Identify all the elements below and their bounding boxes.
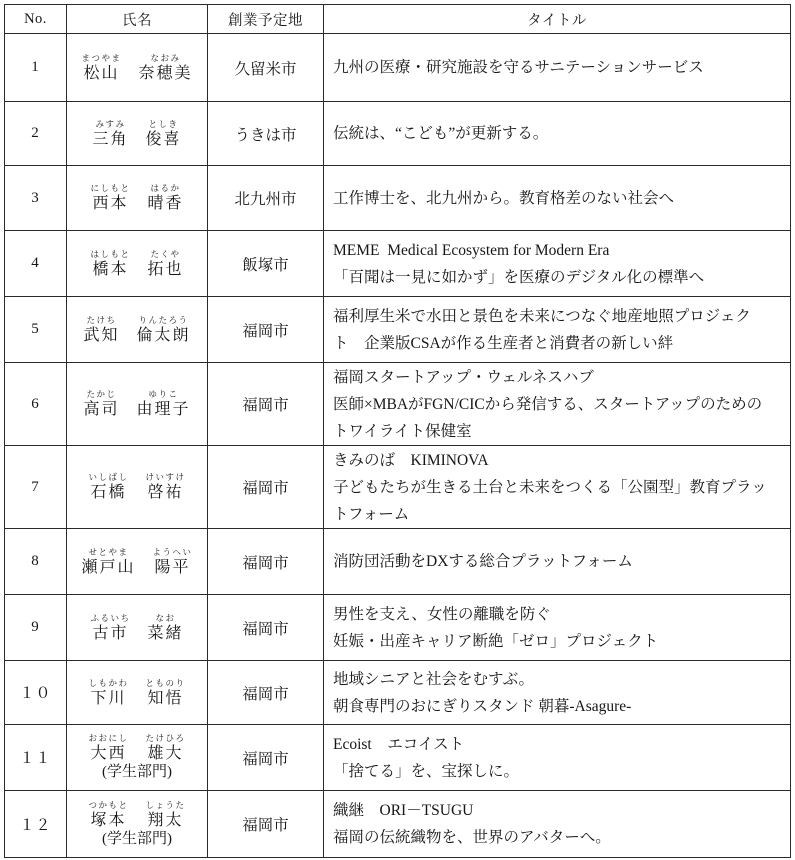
cell-title [324, 102, 791, 166]
title-line: 九州の医療・研究施設を守るサニテーションサービス [333, 59, 704, 76]
cell-no: 3 [5, 166, 67, 231]
cell-name [67, 363, 208, 446]
table-row [5, 34, 791, 102]
given-name-furigana: けいすけ [145, 472, 186, 482]
cell-title [324, 595, 791, 661]
cell-no: 6 [5, 363, 67, 446]
cell-location: 飯塚市 [208, 231, 324, 297]
name-line [81, 53, 192, 83]
family-name [81, 53, 121, 83]
family-name-text: 大西 [90, 745, 127, 762]
name-line [88, 678, 185, 708]
name-line [83, 315, 190, 345]
family-name [88, 678, 128, 708]
title-line: 福利厚生米で水田と景色を未来につなぐ地産地照プロジェク [333, 307, 751, 325]
family-name-furigana: いしばし [88, 472, 129, 482]
title-line: きみのば KIMINOVA [333, 451, 489, 469]
given-name-furigana: はるか [150, 183, 181, 193]
cell-name [67, 446, 208, 529]
cell-location: 久留米市 [208, 34, 324, 102]
cell-name [67, 595, 208, 661]
title-line: ト 企業版CSAが作る生産者と消費者の新しい絆 [333, 334, 674, 352]
family-name-text: 西本 [92, 195, 129, 212]
family-name [83, 315, 119, 345]
family-name-text: 石橋 [90, 484, 127, 501]
cell-name [67, 661, 208, 725]
name-block [67, 389, 207, 419]
family-name-furigana: おおにし [88, 733, 129, 743]
title-line: MEME Medical Ecosystem for Modern Era [333, 241, 610, 259]
family-name-text: 下川 [90, 689, 127, 707]
given-name-furigana: しょうた [145, 799, 186, 810]
cell-no: 4 [5, 231, 67, 297]
cell-location: 福岡市 [208, 661, 324, 725]
title-line: 消防団活動をDXする総合プラットフォーム [333, 553, 633, 570]
table-row [5, 363, 791, 446]
cell-no: 1 [5, 34, 67, 102]
family-name [90, 249, 130, 279]
cell-location: うきは市 [208, 102, 324, 166]
family-name-furigana: つかもと [88, 799, 129, 810]
name-block [67, 800, 207, 849]
cell-no: 2 [5, 102, 67, 166]
header-row [5, 5, 791, 34]
cell-name [67, 725, 208, 791]
table-row [5, 166, 791, 231]
given-name-text: 陽平 [154, 558, 191, 576]
family-name-text: 高司 [83, 401, 120, 418]
family-name [88, 472, 128, 502]
given-name-furigana: としき [148, 118, 179, 129]
header-no: No. [5, 5, 67, 34]
cell-title [324, 529, 791, 595]
name-block [67, 249, 207, 279]
cell-no: １１ [5, 725, 67, 791]
family-name-text: 塚本 [90, 811, 127, 829]
given-name-furigana: とものり [145, 677, 186, 688]
division-label: (学生部門) [102, 764, 172, 780]
given-name-text: 由理子 [136, 401, 191, 418]
given-name [148, 613, 184, 643]
cell-title [324, 34, 791, 102]
name-block [67, 678, 207, 708]
family-name [83, 389, 119, 419]
cell-title [324, 166, 791, 231]
given-name-furigana: ようへい [152, 546, 193, 557]
header-location: 創業予定地 [208, 5, 324, 34]
header-title: タイトル [324, 5, 791, 34]
title-line: 妊娠・出産キャリア断絶「ゼロ」プロジェクト [333, 632, 659, 650]
given-name [146, 733, 186, 763]
cell-no: 8 [5, 529, 67, 595]
given-name-text: 奈穂美 [138, 64, 193, 82]
family-name [90, 613, 130, 643]
cell-no: １２ [5, 791, 67, 858]
given-name-text: 啓祐 [147, 484, 184, 501]
entrants-table [4, 4, 791, 858]
given-name [148, 249, 184, 279]
given-name-text: 翔太 [147, 811, 184, 829]
given-name-text: 倫太朗 [136, 326, 191, 344]
family-name-furigana: みすみ [95, 118, 126, 129]
table-row [5, 102, 791, 166]
given-name-text: 晴香 [147, 195, 184, 212]
cell-name [67, 102, 208, 166]
given-name-furigana: たけひろ [145, 733, 186, 743]
cell-name [67, 297, 208, 363]
name-line [90, 183, 183, 213]
cell-name [67, 166, 208, 231]
cell-location: 福岡市 [208, 363, 324, 446]
name-line [83, 389, 190, 419]
cell-name [67, 791, 208, 858]
title-line: 織継 ORI－TSUGU [333, 802, 474, 819]
family-name-text: 松山 [83, 64, 120, 82]
given-name [148, 183, 184, 213]
given-name-text: 拓也 [147, 260, 184, 278]
family-name [88, 800, 128, 830]
given-name [146, 119, 182, 149]
cell-title [324, 297, 791, 363]
table-row [5, 297, 791, 363]
family-name-furigana: たかじ [86, 389, 117, 399]
given-name-furigana: ゆりこ [148, 389, 179, 399]
given-name-furigana: なおみ [150, 52, 181, 63]
family-name-furigana: はしもと [90, 248, 131, 259]
given-name-text: 菜緒 [147, 624, 184, 642]
given-name-furigana: たくや [150, 248, 181, 259]
cell-no: 7 [5, 446, 67, 529]
table-row [5, 231, 791, 297]
header-name: 氏名 [67, 5, 208, 34]
cell-title [324, 446, 791, 529]
cell-location: 福岡市 [208, 529, 324, 595]
cell-location: 福岡市 [208, 446, 324, 529]
family-name [81, 547, 135, 577]
given-name [146, 678, 186, 708]
cell-location: 福岡市 [208, 791, 324, 858]
table-row [5, 595, 791, 661]
family-name-text: 武知 [83, 326, 120, 344]
given-name [146, 800, 186, 830]
name-block [67, 547, 207, 577]
name-block [67, 472, 207, 502]
cell-title [324, 725, 791, 791]
name-block [67, 183, 207, 213]
name-line [81, 547, 192, 577]
family-name-text: 橋本 [92, 260, 129, 278]
family-name [92, 119, 128, 149]
cell-title [324, 231, 791, 297]
family-name-furigana: せとやま [88, 546, 129, 557]
table-row [5, 661, 791, 725]
title-line: 「百聞は一見に如かず」を医療のデジタル化の標準へ [333, 268, 705, 286]
title-line: 工作博士を、北九州から。教育格差のない社会へ [333, 189, 675, 207]
family-name-furigana: にしもと [90, 183, 131, 193]
family-name-furigana: しもかわ [88, 677, 129, 688]
given-name-text: 知悟 [147, 689, 184, 707]
given-name-furigana: りんたろう [138, 314, 189, 325]
title-line: Ecoist エコイスト [333, 735, 465, 753]
cell-title [324, 363, 791, 446]
name-line [88, 733, 185, 763]
cell-no: １０ [5, 661, 67, 725]
family-name-furigana: ふるいち [90, 612, 131, 623]
title-line: 福岡スタートアップ・ウェルネスハブ [333, 368, 594, 386]
given-name [137, 315, 191, 345]
given-name-text: 俊喜 [145, 130, 182, 148]
cell-no: 5 [5, 297, 67, 363]
name-line [92, 119, 181, 149]
title-line: トワイライト保健室 [333, 422, 472, 440]
title-line: 子どもたちが生きる土台と未来をつくる「公園型」教育プラッ [333, 478, 767, 496]
cell-location: 福岡市 [208, 595, 324, 661]
family-name [88, 733, 128, 763]
family-name-furigana: たけち [86, 314, 117, 325]
family-name-furigana: まつやま [81, 52, 122, 63]
division-label: (学生部門) [102, 830, 172, 847]
cell-location: 福岡市 [208, 725, 324, 791]
name-line [88, 800, 185, 830]
family-name-text: 瀬戸山 [81, 558, 136, 576]
cell-name [67, 231, 208, 297]
cell-name [67, 529, 208, 595]
table-row [5, 446, 791, 529]
title-line: 男性を支え、女性の離職を防ぐ [333, 605, 551, 623]
cell-title [324, 791, 791, 858]
cell-name [67, 34, 208, 102]
given-name [146, 472, 186, 502]
cell-title [324, 661, 791, 725]
table-row [5, 725, 791, 791]
title-line: トフォーム [333, 505, 410, 523]
name-line [88, 472, 185, 502]
name-block [67, 119, 207, 149]
title-line: 伝統は、“こども”が更新する。 [333, 125, 549, 142]
given-name-text: 雄大 [147, 745, 184, 762]
table-row [5, 529, 791, 595]
name-line [90, 613, 183, 643]
cell-no: 9 [5, 595, 67, 661]
given-name [153, 547, 193, 577]
title-line: 福岡の伝統織物を、世界のアバターへ。 [333, 829, 611, 846]
given-name [139, 53, 193, 83]
given-name [137, 389, 191, 419]
name-block [67, 733, 207, 782]
title-line: 「捨てる」を、宝探しに。 [333, 762, 520, 780]
title-line: 地域シニアと社会をむすぶ。 [333, 670, 535, 688]
table-row [5, 791, 791, 858]
family-name-text: 三角 [92, 130, 129, 148]
cell-location: 福岡市 [208, 297, 324, 363]
cell-location: 北九州市 [208, 166, 324, 231]
given-name-furigana: なお [155, 612, 176, 623]
family-name-text: 古市 [92, 624, 129, 642]
family-name [90, 183, 130, 213]
name-block [67, 315, 207, 345]
name-line [90, 249, 183, 279]
name-block [67, 613, 207, 643]
name-block [67, 53, 207, 83]
title-line: 医師×MBAがFGN/CICから発信する、スタートアップのための [333, 395, 763, 413]
title-line: 朝食専門のおにぎりスタンド 朝暮-Asagure- [333, 697, 632, 715]
